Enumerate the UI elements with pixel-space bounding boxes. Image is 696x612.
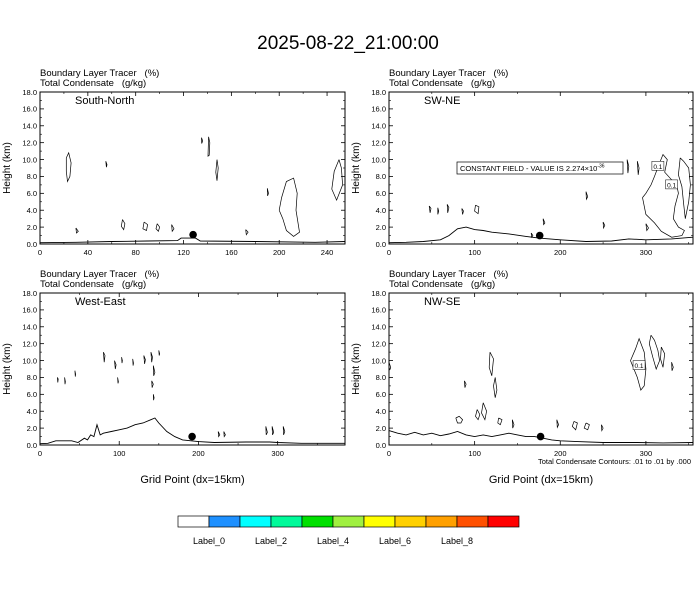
x-tick-label: 240	[320, 248, 334, 257]
y-tick-label: 8.0	[26, 172, 37, 182]
condensate-contour	[65, 377, 66, 384]
condensate-contour	[151, 352, 153, 362]
colorbar-swatch	[488, 516, 519, 527]
y-tick-label: 0.0	[26, 440, 37, 450]
condensate-contour	[216, 160, 218, 181]
panel-south-north-frame	[40, 92, 345, 244]
panel-south-north	[2, 68, 345, 257]
contour-footnote: Total Condensate Contours: .01 to .01 by .000	[537, 457, 691, 466]
colorbar-label: Label_8	[440, 536, 474, 546]
x-tick-label: 0	[386, 449, 392, 458]
y-tick-label: 16.0	[22, 305, 37, 315]
y-tick-label: 6.0	[26, 390, 37, 400]
condensate-contour	[646, 224, 649, 231]
y-tick-label: 16.0	[371, 104, 386, 114]
colorbar-swatch	[271, 516, 302, 527]
condensate-contour	[153, 394, 154, 400]
condensate-contour	[482, 403, 487, 420]
panel-sw-ne-y-axis-label: Height (km)	[351, 142, 362, 194]
x-tick-label: 300	[639, 248, 653, 257]
panel-west-east-title-tracer: Boundary Layer Tracer (%)	[40, 269, 160, 280]
panel-west-east-label: West-East	[75, 296, 126, 308]
condensate-contour	[475, 205, 479, 213]
y-tick-label: 14.0	[371, 322, 386, 332]
contour-label: 0.1	[667, 182, 677, 190]
panel-south-north-label: South-North	[75, 95, 135, 107]
condensate-contour	[57, 377, 58, 382]
y-tick-label: 16.0	[371, 305, 386, 315]
colorbar-swatch	[240, 516, 271, 527]
y-tick-label: 18.0	[22, 288, 37, 298]
colorbar-label: Label_0	[192, 536, 226, 546]
colorbar-swatch	[302, 516, 333, 527]
condensate-contour	[498, 418, 502, 425]
condensate-contour	[266, 426, 268, 435]
condensate-contour	[152, 381, 154, 388]
colorbar-swatch	[364, 516, 395, 527]
main-title: 2025-08-22_21:00:00	[257, 33, 439, 54]
panel-south-north-y-axis-label: Height (km)	[2, 142, 13, 194]
panel-south-north-title-tracer: Boundary Layer Tracer (%)	[40, 68, 160, 79]
condensate-contour	[584, 423, 589, 430]
x-tick-label: 100	[468, 449, 481, 458]
x-tick-label: 200	[554, 449, 567, 458]
condensate-contour	[601, 425, 603, 431]
y-tick-label: 12.0	[371, 339, 386, 349]
y-tick-label: 4.0	[375, 407, 386, 417]
x-tick-label: 0	[386, 248, 392, 257]
condensate-contour	[543, 219, 545, 225]
y-tick-label: 0.0	[26, 239, 37, 249]
condensate-contour	[494, 377, 497, 397]
panel-south-north-title-condensate: Total Condensate (g/kg)	[40, 78, 147, 89]
x-tick-label: 80	[131, 248, 140, 257]
condensate-contour	[103, 352, 105, 362]
condensate-contour	[572, 421, 577, 429]
y-tick-label: 0.0	[375, 440, 386, 450]
condensate-contour	[672, 362, 674, 371]
colorbar-swatch	[457, 516, 488, 527]
condensate-contour	[246, 230, 248, 235]
condensate-contour	[476, 410, 480, 420]
y-tick-label: 12.0	[22, 339, 37, 349]
panel-nw-se-y-axis-label: Height (km)	[351, 343, 362, 395]
location-marker	[537, 433, 545, 441]
y-tick-label: 6.0	[26, 189, 37, 199]
condensate-contour	[115, 361, 117, 369]
y-tick-label: 4.0	[375, 206, 386, 216]
panel-west-east-x-axis-label: Grid Point (dx=15km)	[140, 474, 245, 486]
y-tick-label: 14.0	[371, 121, 386, 131]
condensate-contour	[557, 420, 559, 428]
x-tick-label: 120	[177, 248, 190, 257]
condensate-contour	[429, 206, 431, 213]
colorbar-swatch	[333, 516, 364, 527]
condensate-contour	[512, 420, 514, 428]
condensate-contour	[143, 222, 148, 231]
y-tick-label: 2.0	[26, 222, 37, 232]
y-tick-label: 10.0	[22, 155, 37, 165]
constant-field-note: CONSTANT FIELD - VALUE IS $2.274\times 10^{-36}$	[460, 163, 605, 173]
condensate-contour	[603, 222, 605, 228]
condensate-contour	[489, 352, 493, 376]
x-tick-label: 200	[272, 248, 286, 257]
condensate-contour	[156, 224, 160, 232]
x-tick-label: 0	[37, 449, 43, 458]
condensate-contour	[279, 178, 299, 236]
y-tick-label: 10.0	[371, 356, 386, 366]
condensate-contour	[531, 233, 533, 237]
contour-label: 0.1	[634, 363, 644, 371]
condensate-contour	[456, 416, 463, 423]
condensate-contour	[133, 359, 134, 366]
condensate-contour	[678, 158, 690, 219]
condensate-contour	[172, 225, 174, 232]
panel-nw-se-frame	[389, 293, 693, 445]
condensate-contour	[586, 192, 588, 200]
y-tick-label: 6.0	[375, 390, 386, 400]
panel-west-east-title-condensate: Total Condensate (g/kg)	[40, 279, 147, 290]
condensate-contour	[637, 161, 639, 175]
colorbar-label: Label_4	[316, 536, 350, 546]
x-tick-label: 300	[639, 449, 653, 458]
y-tick-label: 4.0	[26, 407, 37, 417]
boundary-layer-line	[40, 238, 345, 243]
location-marker	[188, 433, 196, 441]
panel-west-east	[2, 269, 345, 486]
y-tick-label: 14.0	[22, 121, 37, 131]
location-marker	[189, 231, 197, 239]
condensate-contour	[66, 153, 71, 182]
condensate-contour	[76, 228, 78, 233]
condensate-contour	[438, 208, 439, 215]
panels-group	[2, 68, 693, 486]
panel-nw-se-title-tracer: Boundary Layer Tracer (%)	[389, 269, 509, 280]
condensate-contour	[447, 204, 449, 213]
condensate-contour	[159, 350, 160, 355]
contour-label: 0.1	[653, 163, 663, 171]
colorbar-label: Label_2	[254, 536, 288, 546]
condensate-contour	[272, 426, 274, 435]
panel-nw-se	[351, 269, 693, 486]
y-tick-label: 2.0	[375, 423, 386, 433]
y-tick-label: 8.0	[26, 373, 37, 383]
condensate-contour	[153, 366, 155, 376]
colorbar-swatch	[395, 516, 426, 527]
condensate-contour	[224, 432, 226, 437]
panel-nw-se-title-condensate: Total Condensate (g/kg)	[389, 279, 496, 290]
condensate-contour	[283, 426, 285, 435]
y-tick-label: 18.0	[371, 87, 386, 97]
condensate-contour	[462, 209, 464, 215]
x-tick-label: 300	[271, 449, 284, 458]
y-tick-label: 4.0	[26, 206, 37, 216]
y-tick-label: 18.0	[371, 288, 386, 298]
x-tick-label: 40	[83, 248, 93, 257]
colorbar	[178, 516, 519, 546]
condensate-contour	[75, 371, 76, 377]
x-tick-label: 160	[225, 248, 238, 257]
panel-sw-ne-title-condensate: Total Condensate (g/kg)	[389, 78, 496, 89]
x-tick-label: 200	[554, 248, 567, 257]
x-tick-label: 100	[468, 248, 481, 257]
x-tick-label: 0	[37, 248, 43, 257]
condensate-contour	[202, 138, 203, 144]
panel-west-east-y-axis-label: Height (km)	[2, 343, 13, 395]
condensate-contour	[627, 160, 629, 174]
colorbar-label: Label_6	[378, 536, 412, 546]
panel-sw-ne-label: SW-NE	[424, 95, 461, 107]
x-tick-label: 100	[112, 449, 126, 458]
colorbar-swatch	[209, 516, 240, 527]
condensate-contour	[464, 381, 466, 388]
condensate-contour	[106, 161, 107, 167]
y-tick-label: 12.0	[22, 138, 37, 148]
condensate-contour	[661, 347, 665, 367]
y-tick-label: 8.0	[375, 373, 386, 383]
y-tick-label: 0.0	[375, 239, 386, 249]
y-tick-label: 10.0	[22, 356, 37, 366]
y-tick-label: 2.0	[26, 423, 37, 433]
y-tick-label: 14.0	[22, 322, 37, 332]
panel-nw-se-x-axis-label: Grid Point (dx=15km)	[488, 474, 594, 486]
y-tick-label: 12.0	[371, 138, 386, 148]
y-tick-label: 8.0	[375, 172, 386, 182]
condensate-contour	[267, 188, 268, 196]
condensate-contour	[121, 220, 125, 230]
condensate-contour	[118, 377, 119, 383]
x-tick-label: 200	[192, 449, 205, 458]
condensate-contour	[208, 137, 210, 156]
condensate-contour	[218, 432, 220, 437]
y-tick-label: 6.0	[375, 189, 386, 199]
y-tick-label: 2.0	[375, 222, 386, 232]
panel-nw-se-label: NW-SE	[424, 296, 461, 308]
panel-sw-ne	[351, 68, 693, 257]
y-tick-label: 10.0	[371, 155, 386, 165]
colorbar-swatch	[426, 516, 457, 527]
condensate-contour	[122, 357, 123, 363]
panel-sw-ne-title-tracer: Boundary Layer Tracer (%)	[389, 68, 509, 79]
y-tick-label: 18.0	[22, 87, 37, 97]
colorbar-swatch	[178, 516, 209, 527]
location-marker	[536, 232, 544, 240]
panel-west-east-frame	[40, 293, 345, 445]
condensate-contour	[144, 356, 146, 364]
condensate-contour	[649, 335, 659, 369]
condensate-contour	[332, 160, 343, 201]
y-tick-label: 16.0	[22, 104, 37, 114]
